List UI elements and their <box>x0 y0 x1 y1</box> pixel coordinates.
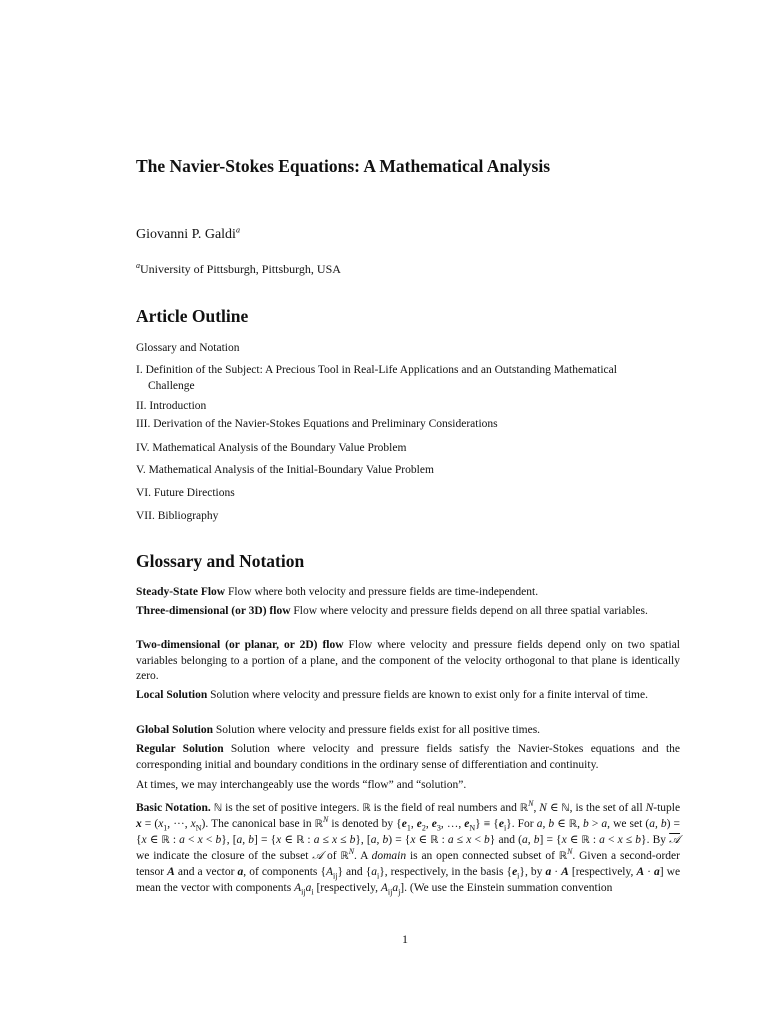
author-marker: a <box>235 225 240 235</box>
glossary-definition: Flow where velocity and pressure fields depend only on two spatial variables belonging to a portion of a plane, and the component of the velocity orthogonal to that plane is identically zero. <box>136 639 680 682</box>
outline-item: Glossary and Notation <box>136 342 240 354</box>
glossary-entry <box>136 688 680 704</box>
glossary-term: Steady-State Flow <box>136 586 226 598</box>
glossary-definition: Solution where velocity and pressure fields exist for all positive times. <box>215 724 541 736</box>
glossary-definition: Solution where velocity and pressure fields are known to exist only for a finite interval of time. <box>210 689 648 701</box>
paper-page <box>136 0 680 1024</box>
paper-title: The Navier-Stokes Equations: A Mathematical Analysis <box>136 156 551 176</box>
glossary-entry <box>136 638 680 685</box>
glossary-term: Two-dimensional (or planar, or 2D) flow <box>136 639 344 651</box>
outline-item: I. Definition of the Subject: A Precious Tool in Real-Life Applications and an Outstanding Mathematical Challenge <box>136 364 617 392</box>
affiliation-text: University of Pittsburgh, Pittsburgh, USA <box>140 262 341 276</box>
outline-item: II. Introduction <box>136 400 207 412</box>
glossary-term: Basic Notation. <box>136 802 211 814</box>
author-line <box>136 227 240 243</box>
interchange-note: At times, we may interchangeably use the words “flow” and “solution”. <box>136 779 467 791</box>
glossary-definition: Flow where both velocity and pressure fields are time-independent. <box>228 586 539 598</box>
outline-item: V. Mathematical Analysis of the Initial-Boundary Value Problem <box>136 464 434 476</box>
glossary-heading: Glossary and Notation <box>136 551 305 571</box>
outline-item: IV. Mathematical Analysis of the Boundary Value Problem <box>136 442 407 454</box>
page-number: 1 <box>402 932 408 946</box>
basic-notation-paragraph: Basic Notation. ℕ is the set of positive integers. ℝ is the field of real numbers and ℝ$^N$, N ∈ ℕ, is the set of all N-tuple $x = (x_1$, ···, $x_N$). The canonical base in ℝ$^N$ is denoted by {$e_1$, $e_2$, $e_3$, …, $e_N\} \equiv \{e_i\}$. For a, b ∈ ℝ, b > a, we set (a, b) = {x ∈ ℝ : a < x < b}, [a, b] = {x ∈ ℝ : a ≤ x ≤ b}, [a, b) = {x ∈ ℝ : a ≤ x < b} and (a, b] = {x ∈ ℝ : a < x ≤ b}. By 𝒜 we indicate the closure of the subset 𝒜 of ℝ$^N$. A domain is an open connected subset of ℝ$^N$. Given a second-order tensor A and a vector a, of components $\{A_{ij}\}$ and $\{a_i\}$, respectively, in the basis $\{e_i\}$, by a · A [respectively, A · a] we mean the vector with components $A_{ij}a_i$ [respectively, $A_{ij}a_j$]. (We use the Einstein summation convention <box>136 799 681 897</box>
glossary-definition: Solution where velocity and pressure fields satisfy the Navier-Stokes equations and the corresponding initial and boundary conditions in the ordinary sense of differentiation and continuity. <box>136 743 680 771</box>
glossary-definition: Flow where velocity and pressure fields depend on all three spatial variables. <box>293 605 648 617</box>
glossary-term: Global Solution <box>136 724 214 736</box>
glossary-entry <box>136 604 680 620</box>
author-name: Giovanni P. Galdi <box>136 227 236 242</box>
outline-item: III. Derivation of the Navier-Stokes Equations and Preliminary Considerations <box>136 418 498 430</box>
glossary-term: Regular Solution <box>136 743 224 755</box>
glossary-entry <box>136 723 680 739</box>
glossary-entry <box>136 585 680 601</box>
affiliation-line <box>136 262 341 277</box>
outline-item: VI. Future Directions <box>136 487 235 499</box>
glossary-term: Local Solution <box>136 689 208 701</box>
affiliation-marker: a <box>136 261 140 270</box>
glossary-term: Three-dimensional (or 3D) flow <box>136 605 291 617</box>
outline-heading: Article Outline <box>136 306 249 326</box>
glossary-entry <box>136 742 680 773</box>
outline-item: VII. Bibliography <box>136 510 219 522</box>
